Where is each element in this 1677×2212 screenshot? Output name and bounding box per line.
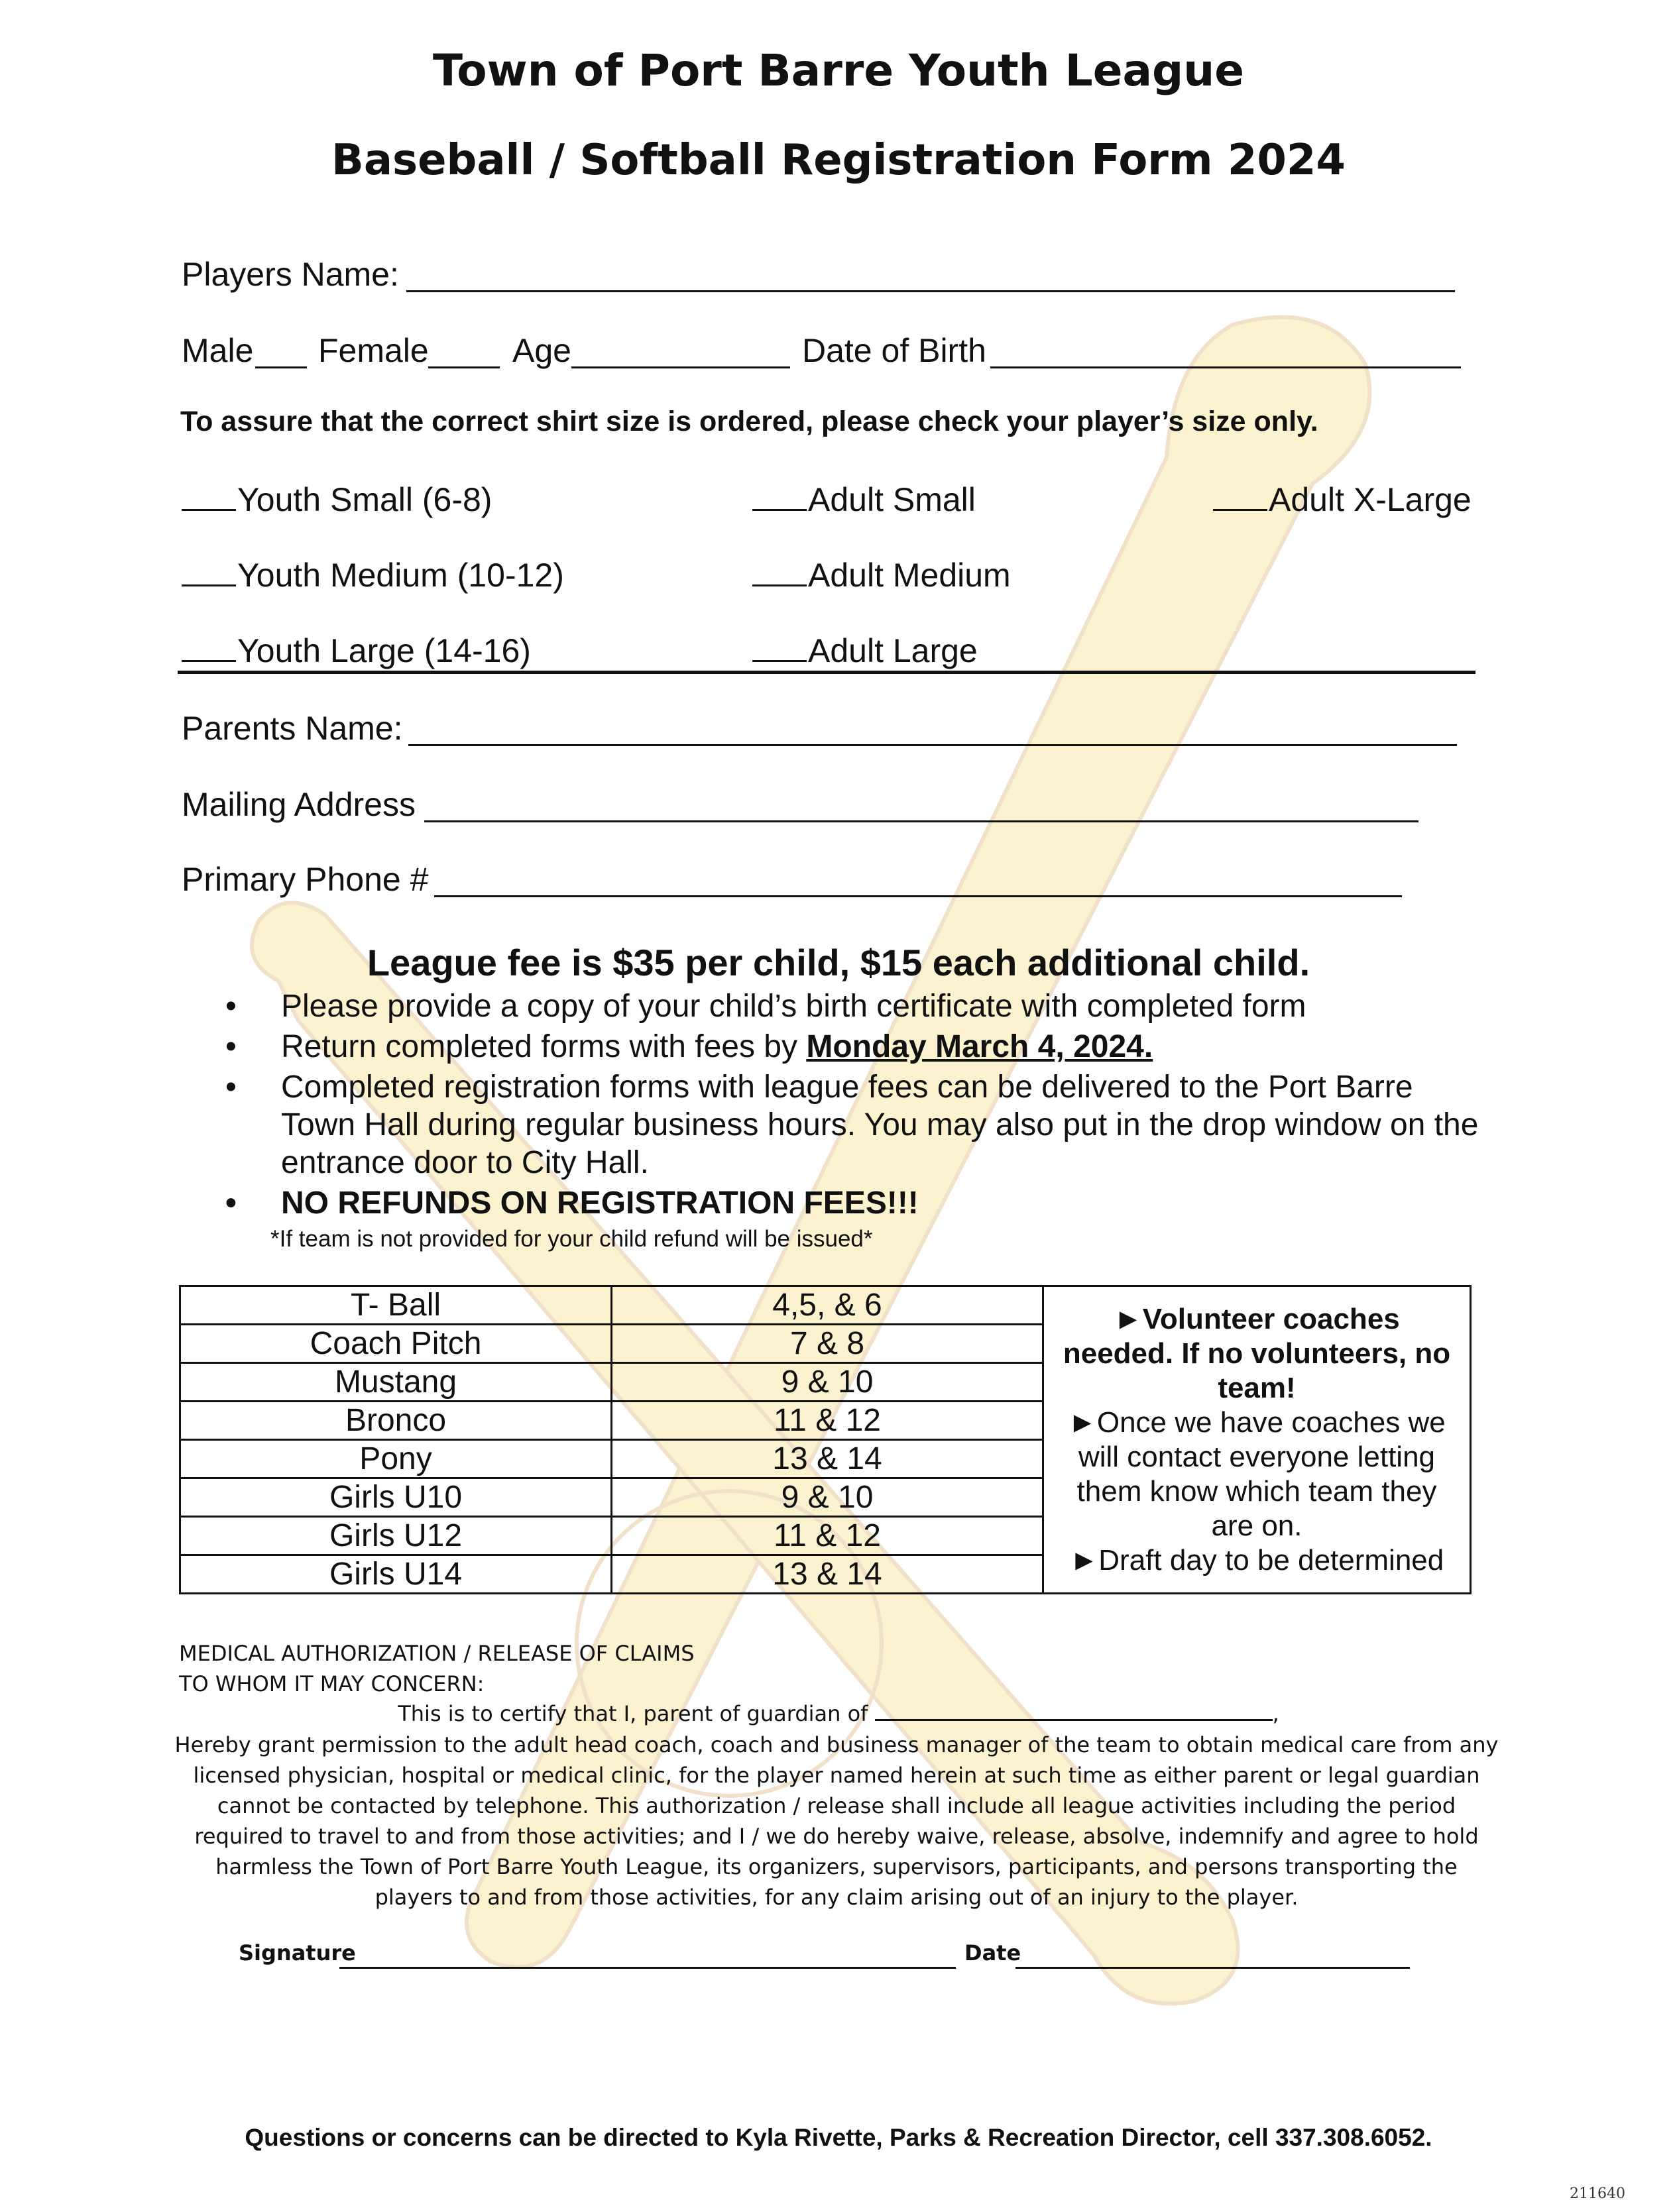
female-field[interactable] [428,335,500,368]
certify-text: This is to certify that I, parent of guardian of [398,1701,868,1726]
medical-release-text: Hereby grant permission to the adult head coach, coach and business manager of the team to obtain medical care from any licensed physician, hospital or medical clinic, for the player named herein at such time as either parent or legal guardian cannot be contacted by telephone. This authorization / release shall include all league activities including the period required to travel to and from those activities; and I / we do hereby waive, release, absolve, indemnify and agree to hold harmless the Town of Port Barre Youth League, its organizers, supervisors, participants, and persons transporting the players to and from those activities, for any claim arising out of an injury to the player. [174,1732,1499,1910]
size-adult-large[interactable]: Adult Large [752,632,978,670]
size-youth-medium[interactable]: Youth Medium (10-12) [182,556,564,594]
division-ages: 11 & 12 [612,1517,1043,1555]
division-ages: 9 & 10 [612,1478,1043,1517]
age-field[interactable] [571,335,790,368]
coach-notes [1043,1286,1471,1594]
footer-contact: Questions or concerns can be directed to Kyla Rivette, Parks & Recreation Director, cell 337.308.6052. [245,2124,1432,2151]
draft-note: ►Draft day to be determined [1069,1543,1444,1576]
document-number: 211640 [1570,2185,1625,2202]
division-ages: 4,5, & 6 [612,1286,1043,1325]
checkbox-blank[interactable] [752,485,807,511]
guardian-of-field[interactable] [875,1699,1273,1721]
instructions-list [225,987,1485,1225]
contact-note: ►Once we have coaches we will contact everyone letting them know which team they are on. [1068,1406,1446,1542]
signature-label: Signature [239,1940,356,1965]
primary-phone-label: Primary Phone # [182,861,429,898]
checkbox-blank[interactable] [182,561,236,586]
section-divider [178,671,1475,674]
division-name: Coach Pitch [180,1325,612,1363]
date-label: Date [964,1940,1021,1965]
mailing-address-label: Mailing Address [182,786,416,823]
bullet-no-refunds: • NO REFUNDS ON REGISTRATION FEES!!! [225,1184,1485,1222]
division-name: Girls U12 [180,1517,612,1555]
division-name: Bronco [180,1402,612,1440]
table-row [180,1286,1471,1325]
size-adult-medium[interactable]: Adult Medium [752,556,1011,594]
checkbox-blank[interactable] [182,485,236,511]
division-name: Girls U14 [180,1555,612,1594]
deadline-date: Monday March 4, 2024. [806,1029,1153,1064]
division-ages: 11 & 12 [612,1402,1043,1440]
division-ages: 9 & 10 [612,1363,1043,1402]
league-fee-headline: League fee is $35 per child, $15 each additional child. [367,942,1310,983]
division-name: Mustang [180,1363,612,1402]
signature-field[interactable] [339,1940,956,1969]
mailing-address-field[interactable] [424,789,1418,822]
form-title: Town of Port Barre Youth League [433,45,1244,96]
size-youth-small[interactable]: Youth Small (6-8) [182,480,492,519]
primary-phone-field[interactable] [434,863,1402,897]
size-adult-small[interactable]: Adult Small [752,480,976,519]
divisions-table [179,1285,1472,1594]
dob-label: Date of Birth [802,332,986,369]
size-youth-large[interactable]: Youth Large (14-16) [182,632,531,670]
bullet-return-by: • Return completed forms with fees by Monday March 4, 2024. [225,1028,1485,1066]
dob-field[interactable] [990,335,1461,368]
medical-salutation: TO WHOM IT MAY CONCERN: [179,1671,485,1696]
division-ages: 7 & 8 [612,1325,1043,1363]
players-name-field[interactable] [406,258,1455,292]
division-name: Girls U10 [180,1478,612,1517]
certify-line: This is to certify that I, parent of guardian of , [0,1699,1677,1726]
refund-note: *If team is not provided for your child refund will be issued* [270,1226,873,1252]
division-ages: 13 & 14 [612,1440,1043,1478]
medical-heading-block [179,1638,695,1699]
division-ages: 13 & 14 [612,1555,1043,1594]
volunteer-note: ►Volunteer coaches needed. If no volunteers, no team! [1063,1302,1451,1404]
age-label: Age [512,332,571,369]
checkbox-blank[interactable] [752,636,807,662]
division-name: T- Ball [180,1286,612,1325]
parents-name-field[interactable] [408,712,1457,746]
male-field[interactable] [255,335,307,368]
parents-name-label: Parents Name: [182,710,403,747]
bullet-delivery: • Completed registration forms with league fees can be delivered to the Port Barre Town Hall during regular business hours. You may also put in the drop window on the entrance door to City Hall. [225,1068,1485,1182]
female-label: Female [318,332,429,369]
shirt-size-instruction: To assure that the correct shirt size is ordered, please check your player’s size only. [180,406,1318,437]
division-name: Pony [180,1440,612,1478]
medical-heading: MEDICAL AUTHORIZATION / RELEASE OF CLAIMS [179,1641,695,1666]
checkbox-blank[interactable] [182,636,236,662]
form-subtitle: Baseball / Softball Registration Form 2024 [331,136,1346,185]
size-adult-x-large[interactable]: Adult X-Large [1213,480,1472,519]
checkbox-blank[interactable] [752,561,807,586]
signature-date-field[interactable] [1015,1940,1410,1969]
players-name-label: Players Name: [182,256,399,293]
male-label: Male [182,332,254,369]
bullet-birth-certificate: • Please provide a copy of your child’s birth certificate with completed form [225,987,1485,1025]
checkbox-blank[interactable] [1213,485,1267,511]
